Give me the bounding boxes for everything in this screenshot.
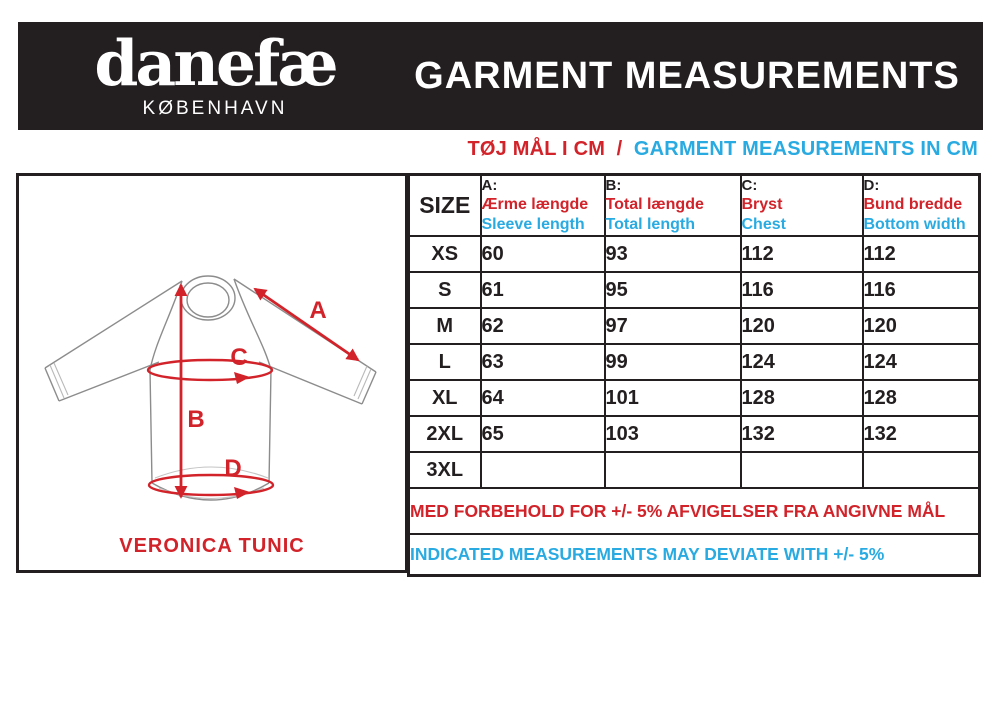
- arrow-d-bottom-girth: [149, 475, 273, 495]
- size-cell: XL: [409, 380, 481, 416]
- measurement-arrows: [148, 285, 358, 499]
- value-cell: 112: [741, 236, 863, 272]
- column-english-label: Bottom width: [863, 216, 966, 233]
- value-cell: 128: [741, 380, 863, 416]
- value-cell: [481, 452, 605, 488]
- note-row-english: [409, 534, 980, 575]
- label-d: D: [224, 455, 242, 482]
- table-row: [409, 272, 980, 308]
- size-cell: S: [409, 272, 481, 308]
- garment-illustration-box: [16, 173, 408, 573]
- deviation-note-english: INDICATED MEASUREMENTS MAY DEVIATE WITH +/- 5%: [409, 534, 980, 575]
- label-a: A: [309, 297, 327, 324]
- column-code: A:: [481, 177, 498, 194]
- arrow-c-head: [234, 372, 250, 384]
- subtitle-separator: /: [616, 138, 623, 160]
- label-c: C: [230, 344, 248, 371]
- table-row: [409, 344, 980, 380]
- size-cell: 3XL: [409, 452, 481, 488]
- value-cell: 120: [741, 308, 863, 344]
- subtitle-english: GARMENT MEASUREMENTS IN CM: [633, 138, 978, 160]
- value-cell: 116: [863, 272, 980, 308]
- value-cell: 61: [481, 272, 605, 308]
- subtitle-danish: TØJ MÅL I CM: [467, 138, 606, 160]
- table-row: [409, 452, 980, 488]
- value-cell: 116: [741, 272, 863, 308]
- column-header-a: [481, 175, 605, 237]
- value-cell: 124: [863, 344, 980, 380]
- label-b: B: [187, 406, 205, 433]
- value-cell: 65: [481, 416, 605, 452]
- value-cell: 132: [863, 416, 980, 452]
- size-cell: M: [409, 308, 481, 344]
- table-row: [409, 416, 980, 452]
- column-danish-label: Bund bredde: [863, 196, 963, 213]
- garment-name: VERONICA TUNIC: [119, 535, 305, 557]
- value-cell: [605, 452, 741, 488]
- brand-logo: [70, 26, 360, 119]
- value-cell: 95: [605, 272, 741, 308]
- value-cell: 62: [481, 308, 605, 344]
- value-cell: 112: [863, 236, 980, 272]
- value-cell: 128: [863, 380, 980, 416]
- column-header-d: [863, 175, 980, 237]
- column-code: D:: [863, 177, 880, 194]
- column-english-label: Total length: [605, 216, 695, 233]
- value-cell: 120: [863, 308, 980, 344]
- column-code: C:: [741, 177, 758, 194]
- column-english-label: Sleeve length: [481, 216, 585, 233]
- value-cell: 103: [605, 416, 741, 452]
- column-danish-label: Ærme længde: [481, 196, 589, 213]
- table-row: [409, 236, 980, 272]
- value-cell: 101: [605, 380, 741, 416]
- value-cell: 132: [741, 416, 863, 452]
- size-table: [407, 173, 981, 577]
- size-cell: 2XL: [409, 416, 481, 452]
- brand-city-label: KØBENHAVN: [142, 98, 288, 119]
- value-cell: 93: [605, 236, 741, 272]
- column-code: B:: [605, 177, 622, 194]
- table-row: [409, 380, 980, 416]
- size-cell: XS: [409, 236, 481, 272]
- arrow-c-chest-girth: [148, 360, 272, 380]
- page-title: GARMENT MEASUREMENTS: [414, 54, 960, 97]
- column-danish-label: Total længde: [605, 196, 704, 213]
- garment-diagram: [19, 176, 405, 570]
- value-cell: 60: [481, 236, 605, 272]
- value-cell: [741, 452, 863, 488]
- column-english-label: Chest: [741, 216, 786, 233]
- value-cell: 97: [605, 308, 741, 344]
- header-bar: [18, 22, 983, 130]
- arrow-a-sleeve-length: [255, 289, 358, 360]
- value-cell: 124: [741, 344, 863, 380]
- size-table-body: [409, 236, 980, 488]
- subtitle: [18, 138, 978, 161]
- column-header-c: [741, 175, 863, 237]
- brand-wordmark: danefæ: [94, 26, 336, 100]
- table-row: [409, 308, 980, 344]
- table-header-row: [409, 175, 980, 237]
- size-column-header: SIZE: [409, 175, 481, 237]
- size-cell: L: [409, 344, 481, 380]
- value-cell: 99: [605, 344, 741, 380]
- column-header-b: [605, 175, 741, 237]
- deviation-note-danish: MED FORBEHOLD FOR +/- 5% AFVIGELSER FRA ANGIVNE MÅL: [409, 488, 980, 534]
- value-cell: [863, 452, 980, 488]
- value-cell: 64: [481, 380, 605, 416]
- value-cell: 63: [481, 344, 605, 380]
- note-row-danish: [409, 488, 980, 534]
- column-danish-label: Bryst: [741, 196, 783, 213]
